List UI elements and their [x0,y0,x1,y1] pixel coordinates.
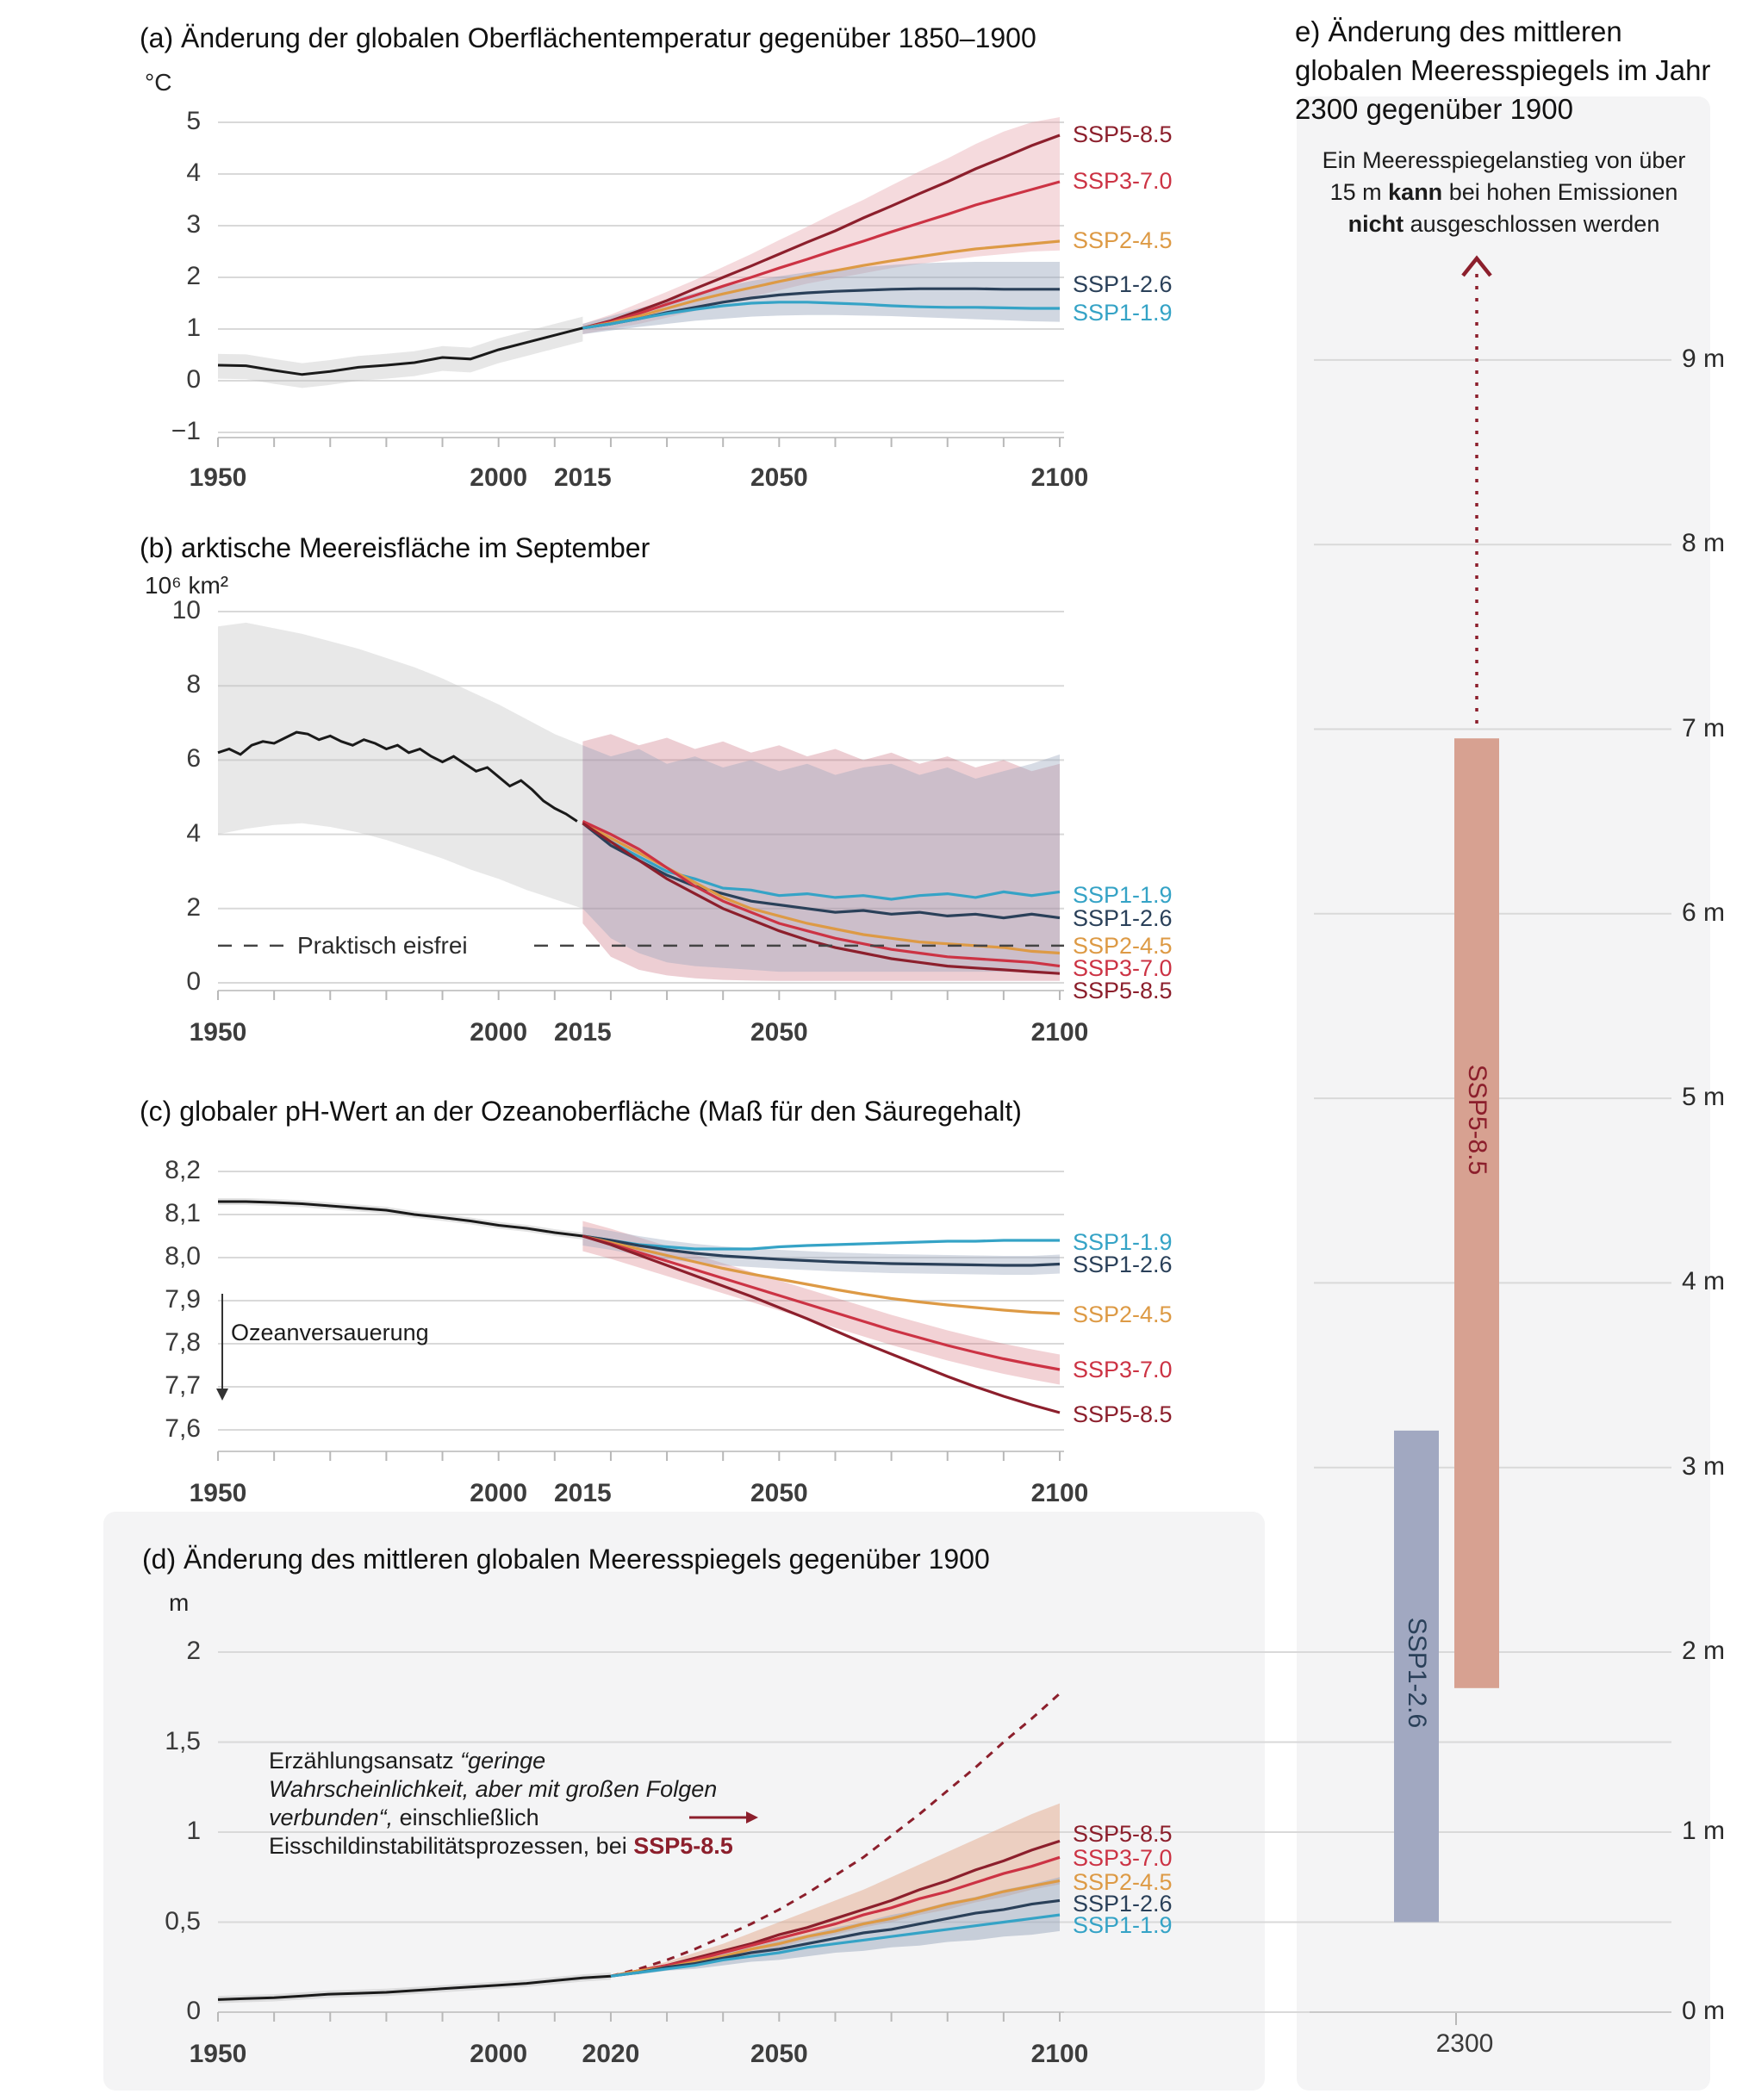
series-label-SSP5-8.5: SSP5-8.5 [1073,1821,1173,1847]
y-tick-label: 0 [186,967,201,996]
e-y-tick-label: 7 m [1682,713,1726,742]
x-tick-label: 2000 [470,1018,528,1047]
y-tick-label: 1 [186,314,201,342]
x-tick-label: 2015 [553,1018,612,1047]
panel-e-note: Ein Meeresspiegelanstieg von über 15 m kann bei hohen Emissionen nicht ausgeschlossen werden [1322,147,1686,237]
e-y-tick-label: 4 m [1682,1267,1726,1296]
panel-a-unit: °C [145,69,172,96]
panel-b-unit: 10⁶ km² [145,572,229,599]
x-tick-label: 2100 [1030,2040,1089,2068]
x-tick-label: 2100 [1030,1018,1089,1047]
series-label-SSP5-8.5: SSP5-8.5 [1073,978,1173,1003]
x-tick-label: 1950 [189,463,247,492]
y-tick-label: 1 [186,1817,201,1845]
series-label-SSP1-1.9: SSP1-1.9 [1073,1912,1173,1938]
y-tick-label: 8,2 [165,1156,201,1184]
series-label-SSP2-4.5: SSP2-4.5 [1073,227,1173,253]
panel-a-title: (a) Änderung der globalen Oberflächentemperatur gegenüber 1850–1900 [140,22,1036,53]
y-tick-label: 2 [186,1637,201,1665]
series-label-SSP3-7.0: SSP3-7.0 [1073,955,1173,981]
y-tick-label: 8 [186,670,201,699]
x-tick-label: 2100 [1030,1479,1089,1507]
panel-e-xtick-2300: 2300 [1435,2029,1494,2058]
panel-d-unit: m [169,1589,190,1616]
x-tick-label: 2050 [750,463,808,492]
series-label-SSP1-2.6: SSP1-2.6 [1073,905,1173,931]
y-tick-label: 0,5 [165,1906,201,1935]
e-y-tick-label: 5 m [1682,1083,1726,1112]
series-label-SSP1-1.9: SSP1-1.9 [1073,1229,1173,1255]
panel-d-title: (d) Änderung des mittleren globalen Meeresspiegels gegenüber 1900 [142,1544,990,1575]
y-tick-label: 4 [186,818,201,848]
panel-c-title: (c) globaler pH-Wert an der Ozeanoberfläche (Maß für den Säuregehalt) [140,1096,1022,1127]
e-y-tick-label: 6 m [1682,898,1726,927]
e-y-tick-label: 0 m [1682,1997,1726,2025]
e-y-tick-label: 3 m [1682,1451,1726,1481]
series-label-SSP3-7.0: SSP3-7.0 [1073,1357,1173,1382]
x-tick-label: 2000 [470,463,528,492]
y-tick-label: 2 [186,262,201,290]
x-tick-label: 1950 [189,1018,247,1047]
x-tick-label: 2050 [750,2040,808,2068]
x-tick-label: 2015 [553,463,612,492]
y-tick-label: 7,6 [165,1414,201,1443]
e-y-tick-label: 1 m [1682,1817,1726,1845]
series-label-SSP2-4.5: SSP2-4.5 [1073,933,1173,959]
bar-label-ssp585: SSP5-8.5 [1463,1064,1491,1176]
series-label-SSP5-8.5: SSP5-8.5 [1073,121,1173,147]
y-tick-label: 5 [186,107,201,135]
panel-b-title: (b) arktische Meereisfläche im September [140,532,650,563]
x-tick-label: 2050 [750,1479,808,1507]
e-y-tick-label: 2 m [1682,1637,1726,1665]
y-tick-label: 0 [186,1997,201,2025]
y-tick-label: 4 [186,158,201,187]
x-tick-label: 2000 [470,1479,528,1507]
series-label-SSP1-1.9: SSP1-1.9 [1073,300,1173,326]
x-tick-label: 2100 [1030,463,1089,492]
y-tick-label: 8,1 [165,1199,201,1227]
y-tick-label: 2 [186,892,201,922]
series-label-SSP1-1.9: SSP1-1.9 [1073,882,1173,908]
y-tick-label: 8,0 [165,1242,201,1271]
y-tick-label: −1 [171,417,201,445]
bar-label-ssp126: SSP1-2.6 [1403,1617,1431,1729]
series-label-SSP5-8.5: SSP5-8.5 [1073,1401,1173,1427]
y-tick-label: 7,9 [165,1285,201,1314]
series-label-SSP1-2.6: SSP1-2.6 [1073,1891,1173,1917]
ocean-acidification-annotation: Ozeanversauerung [231,1320,429,1345]
x-tick-label: 1950 [189,1479,247,1507]
y-tick-label: 10 [171,596,201,624]
x-tick-label: 2020 [582,2040,640,2068]
y-tick-label: 1,5 [165,1726,201,1755]
x-tick-label: 1950 [189,2040,247,2068]
y-tick-label: 7,7 [165,1371,201,1400]
series-label-SSP2-4.5: SSP2-4.5 [1073,1869,1173,1895]
y-tick-label: 0 [186,365,201,394]
y-tick-label: 7,8 [165,1328,201,1357]
y-tick-label: 3 [186,210,201,239]
low-likelihood-annotation: Erzählungsansatz “geringe Wahrscheinlichkeit, aber mit großen Folgen verbunden“, einschließlich Eisschildinstabilitätsprozessen, bei SSP5-8.5 [269,1748,733,1859]
x-tick-label: 2050 [750,1018,808,1047]
x-tick-label: 2000 [470,2040,528,2068]
series-label-SSP1-2.6: SSP1-2.6 [1073,271,1173,297]
series-label-SSP3-7.0: SSP3-7.0 [1073,168,1173,194]
y-tick-label: 6 [186,744,201,774]
ice-free-annotation: Praktisch eisfrei [297,932,468,959]
e-y-tick-label: 8 m [1682,529,1726,558]
series-label-SSP1-2.6: SSP1-2.6 [1073,1252,1173,1277]
series-label-SSP2-4.5: SSP2-4.5 [1073,1302,1173,1327]
panel-e-title: e) Änderung des mittleren globalen Meeresspiegels im Jahr 2300 gegenüber 1900 [1295,16,1711,125]
series-label-SSP3-7.0: SSP3-7.0 [1073,1845,1173,1871]
e-y-tick-label: 9 m [1682,344,1726,373]
x-tick-label: 2015 [553,1479,612,1507]
